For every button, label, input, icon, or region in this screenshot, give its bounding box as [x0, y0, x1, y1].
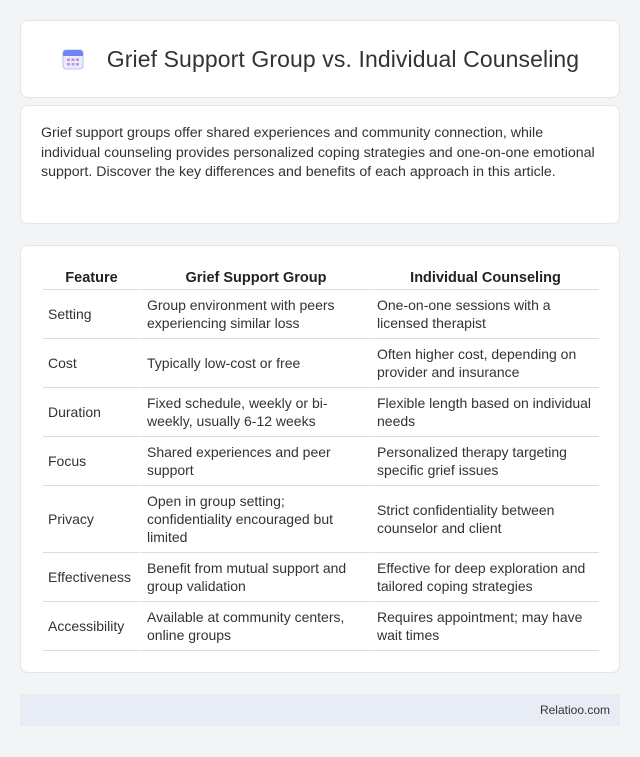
group-cell: Typically low-cost or free [140, 339, 370, 388]
intro-text: Grief support groups offer shared experiences and community connection, while individual counseling provides personalized coping strategies and one-on-one emotional support. Discover the key differences and benefits of each approach in this article. [41, 125, 595, 180]
calendar-icon [61, 47, 85, 71]
table-row [43, 388, 599, 437]
individual-cell: Flexible length based on individual needs [370, 388, 599, 437]
feature-cell: Privacy [43, 486, 140, 553]
table-row [43, 339, 599, 388]
group-cell: Available at community centers, online groups [140, 602, 370, 651]
footer [20, 694, 620, 726]
header-grief-support-group: Grief Support Group [140, 266, 370, 290]
group-cell: Fixed schedule, weekly or bi-weekly, usually 6-12 weeks [140, 388, 370, 437]
intro-card [20, 105, 620, 224]
table-row [43, 437, 599, 486]
group-cell: Open in group setting; confidentiality encouraged but limited [140, 486, 370, 553]
individual-cell: Effective for deep exploration and tailored coping strategies [370, 553, 599, 602]
individual-cell: One-on-one sessions with a licensed therapist [370, 290, 599, 339]
table-row [43, 290, 599, 339]
title-wrap [61, 46, 579, 73]
feature-cell: Setting [43, 290, 140, 339]
comparison-table-card [20, 245, 620, 673]
table-header-row [43, 266, 599, 290]
individual-cell: Personalized therapy targeting specific grief issues [370, 437, 599, 486]
header-feature: Feature [43, 266, 140, 290]
page-title: Grief Support Group vs. Individual Counseling [106, 45, 580, 72]
table-row [43, 553, 599, 602]
feature-cell: Duration [43, 388, 140, 437]
feature-cell: Effectiveness [43, 553, 140, 602]
comparison-table [43, 266, 599, 651]
group-cell: Group environment with peers experiencing similar loss [140, 290, 370, 339]
individual-cell: Requires appointment; may have wait times [370, 602, 599, 651]
table-row [43, 602, 599, 651]
group-cell: Benefit from mutual support and group validation [140, 553, 370, 602]
individual-cell: Often higher cost, depending on provider and insurance [370, 339, 599, 388]
feature-cell: Focus [43, 437, 140, 486]
table-row [43, 486, 599, 553]
feature-cell: Cost [43, 339, 140, 388]
title-card [20, 20, 620, 98]
feature-cell: Accessibility [43, 602, 140, 651]
individual-cell: Strict confidentiality between counselor and client [370, 486, 599, 553]
footer-site-link[interactable]: Relatioo.com [539, 703, 610, 717]
group-cell: Shared experiences and peer support [140, 437, 370, 486]
header-individual-counseling: Individual Counseling [370, 266, 599, 290]
